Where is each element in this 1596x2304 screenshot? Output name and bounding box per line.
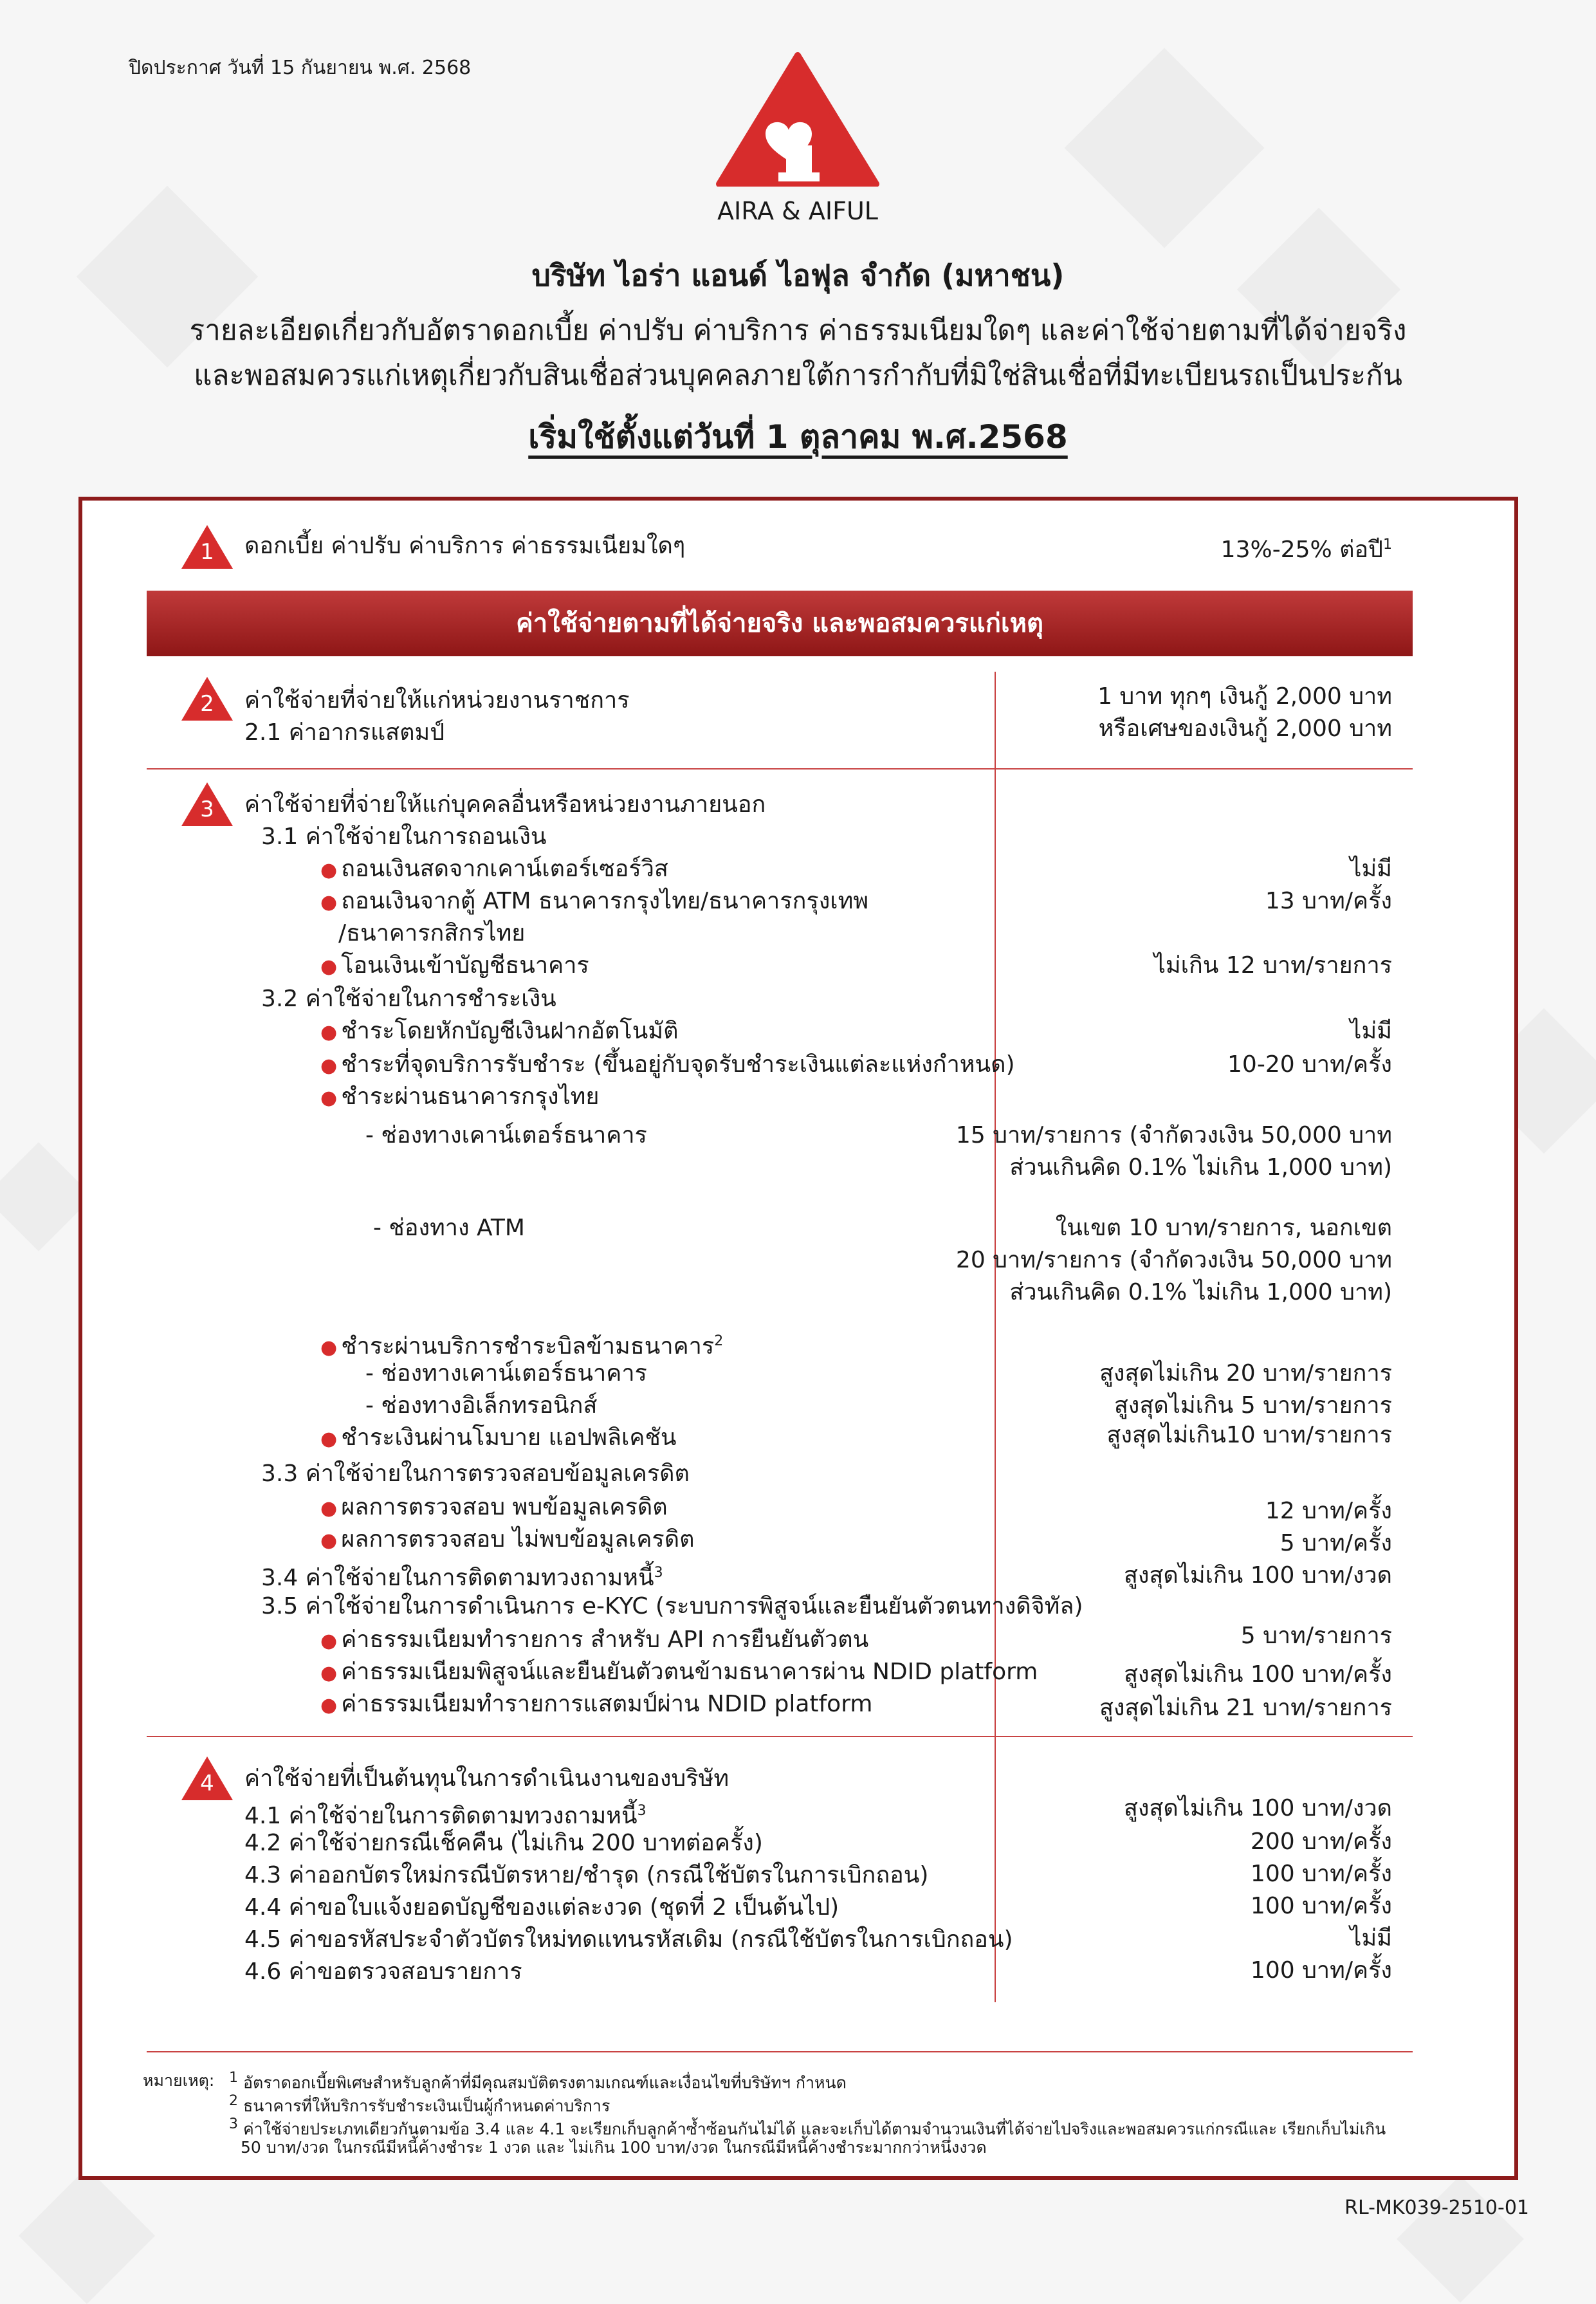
s32-item-c1: - ช่องทางเคาน์เตอร์ธนาคาร [365,1122,647,1148]
section-number-label: 4 [200,1771,214,1796]
section2-fee-line1: 1 บาท ทุกๆ เงินกู้ 2,000 บาท [1097,683,1392,710]
bullet-icon: ● [320,1662,338,1684]
effective-date [0,412,1596,463]
s33-heading: 3.3 ค่าใช้จ่ายในการตรวจสอบข้อมูลเครดิต [261,1461,690,1487]
s31-fee-a: ไม่มี [1350,856,1392,882]
section-divider [147,1736,1413,1737]
s33-fee-a: 12 บาท/ครั้ง [1265,1498,1392,1524]
s32-fee-c1-line1: 15 บาท/รายการ (จำกัดวงเงิน 50,000 บาท [955,1122,1392,1148]
s4-item-5: 4.5 ค่าขอรหัสประจำตัวบัตรใหม่ทดแทนรหัสเดิม (กรณีใช้บัตรในการเบิกถอน) [244,1926,1013,1953]
s31-heading: 3.1 ค่าใช้จ่ายในการถอนเงิน [261,824,547,850]
bullet-icon: ● [320,891,338,914]
company-logo [715,51,880,187]
section-number-3 [180,781,234,827]
s35-fee-a: 5 บาท/รายการ [1240,1623,1392,1649]
footnote-ref: 1 [1383,537,1392,553]
section-number-4 [180,1755,234,1802]
logo-triangle-icon [715,51,880,187]
footnote-ref: 2 [714,1333,724,1349]
bullet-icon: ● [320,1336,338,1359]
bullet-icon: ● [320,1694,338,1717]
s32-item-b: ● ชำระที่จุดบริการรับชำระ (ขึ้นอยู่กับจุดรับชำระเงินแต่ละแห่งกำหนด) [320,1051,1015,1078]
bullet-icon: ● [320,955,338,978]
background-tile [1064,48,1264,248]
column-divider [995,672,996,2002]
s32-fee-b: 10-20 บาท/ครั้ง [1227,1051,1392,1078]
s32-item-a: ● ชำระโดยหักบัญชีเงินฝากอัตโนมัติ [320,1018,679,1044]
s32-item-c: ● ชำระผ่านธนาคารกรุงไทย [320,1083,600,1110]
s4-item-4: 4.4 ค่าขอใบแจ้งยอดบัญชีของแต่ละงวด (ชุดที่ 2 เป็นต้นไป) [244,1894,839,1921]
s35-fee-c: สูงสุดไม่เกิน 21 บาท/รายการ [1099,1695,1392,1721]
announce-date: ปิดประกาศ วันที่ 15 กันยายน พ.ศ. 2568 [129,57,472,79]
s4-item-6: 4.6 ค่าขอตรวจสอบรายการ [244,1958,522,1985]
note-3: $^3$ ค่าใช้จ่ายประเภทเดียวกันตามข้อ 3.4 และ 4.1 จะเรียกเก็บลูกค้าซ้ำซ้อนกันไม่ได้ และจะเก็บได้ตามจำนวนเงินที่ได้จ่ายไปจริงและพอสมควรแก่กรณีและ เรียกเก็บไม่เกิน [229,2116,1386,2139]
s32-fee-c1-line2: ส่วนเกินคิด 0.1% ไม่เกิน 1,000 บาท) [1009,1154,1392,1181]
s31-item-b-cont: /ธนาคารกสิกรไทย [338,920,526,946]
s32-fee-d2: สูงสุดไม่เกิน 5 บาท/รายการ [1114,1392,1392,1419]
bullet-icon: ● [320,1021,338,1044]
section1-fee-value: 13%-25% ต่อปี [1220,537,1383,563]
bullet-icon: ● [320,1630,338,1652]
s31-item-c: ● โอนเงินเข้าบัญชีธนาคาร [320,952,589,979]
section-number-2 [180,676,234,722]
document-code: RL-MK039-2510-01 [1344,2197,1529,2219]
bullet-icon: ● [320,1055,338,1077]
note-1: $^1$ อัตราดอกเบี้ยพิเศษสำหรับลูกค้าที่มีคุณสมบัติตรงตามเกณฑ์และเงื่อนไขที่บริษัทฯ กำหนด [229,2070,847,2092]
s34-heading: 3.4 ค่าใช้จ่ายในการติดตามทวงถามหนี้$^3$ [261,1565,663,1591]
section-number-label: 3 [200,797,214,822]
s31-fee-b: 13 บาท/ครั้ง [1265,888,1392,914]
section-number-label: 1 [200,539,214,565]
s35-fee-b: สูงสุดไม่เกิน 100 บาท/ครั้ง [1124,1661,1392,1688]
subtitle-line1: รายละเอียดเกี่ยวกับอัตราดอกเบี้ย ค่าปรับ ค่าบริการ ค่าธรรมเนียมใดๆ และค่าใช้จ่ายตามที่ได้จ่ายจริง [189,314,1407,347]
s4-item-2: 4.2 ค่าใช้จ่ายกรณีเช็คคืน (ไม่เกิน 200 บาทต่อครั้ง) [244,1830,763,1856]
s33-fee-b: 5 บาท/ครั้ง [1280,1530,1392,1556]
section2-fee-line2: หรือเศษของเงินกู้ 2,000 บาท [1098,715,1392,742]
s32-fee-d1: สูงสุดไม่เกิน 20 บาท/รายการ [1099,1360,1392,1387]
section3-title: ค่าใช้จ่ายที่จ่ายให้แก่บุคคลอื่นหรือหน่วยงานภายนอก [244,791,766,818]
s4-fee-3: 100 บาท/ครั้ง [1250,1861,1392,1887]
note-3-cont: 50 บาท/งวด ในกรณีมีหนี้ค้างชำระ 1 งวด และ ไม่เกิน 100 บาท/งวด ในกรณีมีหนี้ค้างชำระมากกว่าหนึ่งงวด [241,2138,987,2157]
actual-expenses-band: ค่าใช้จ่ายตามที่ได้จ่ายจริง และพอสมควรแก่เหตุ [147,591,1413,656]
s32-item-d: ● ชำระผ่านบริการชำระบิลข้ามธนาคาร$^2$ [320,1333,724,1359]
section2-item: 2.1 ค่าอากรแสตมป์ [244,719,445,746]
notes-divider [147,2051,1413,2052]
background-tile [1397,2175,1524,2303]
bullet-icon: ● [320,1087,338,1109]
s35-heading: 3.5 ค่าใช้จ่ายในการดำเนินการ e-KYC (ระบบการพิสูจน์และยืนยันตัวตนทางดิจิทัล) [261,1593,1083,1619]
s32-fee-e: สูงสุดไม่เกิน10 บาท/รายการ [1106,1422,1392,1448]
s32-item-c2: - ช่องทาง ATM [373,1215,525,1241]
effective-date-text: เริ่มใช้ตั้งแต่วันที่ 1 ตุลาคม พ.ศ.2568 [528,418,1068,456]
section-number-label: 2 [200,691,214,717]
section4-title: ค่าใช้จ่ายที่เป็นต้นทุนในการดำเนินงานของบริษัท [244,1765,729,1792]
s34-fee: สูงสุดไม่เกิน 100 บาท/งวด [1123,1562,1392,1589]
s31-item-b: ● ถอนเงินจากตู้ ATM ธนาคารกรุงไทย/ธนาคารกรุงเทพ [320,888,869,914]
section1-label: ดอกเบี้ย ค่าปรับ ค่าบริการ ค่าธรรมเนียมใดๆ [244,533,686,559]
footnote-ref: 3 [637,1803,647,1819]
bullet-icon: ● [320,859,338,881]
s32-fee-c2-line2: 20 บาท/รายการ (จำกัดวงเงิน 50,000 บาท [955,1247,1392,1273]
s33-item-a: ● ผลการตรวจสอบ พบข้อมูลเครดิต [320,1494,668,1520]
s32-item-e: ● ชำระเงินผ่านโมบาย แอปพลิเคชัน [320,1424,677,1451]
s4-fee-2: 200 บาท/ครั้ง [1250,1829,1392,1855]
bullet-icon: ● [320,1497,338,1520]
s4-item-3: 4.3 ค่าออกบัตรใหม่กรณีบัตรหาย/ชำรุด (กรณีใช้บัตรในการเบิกถอน) [244,1862,929,1888]
s32-item-d2: - ช่องทางอิเล็กทรอนิกส์ [365,1392,598,1419]
s32-fee-c2-line3: ส่วนเกินคิด 0.1% ไม่เกิน 1,000 บาท) [1009,1279,1392,1305]
section1-fee [1221,529,1392,566]
s4-item-1: 4.1 ค่าใช้จ่ายในการติดตามทวงถามหนี้$^3$ [244,1803,647,1829]
s35-item-c: ● ค่าธรรมเนียมทำรายการแสตมป์ผ่าน NDID platform [320,1691,873,1717]
s33-item-b: ● ผลการตรวจสอบ ไม่พบข้อมูลเครดิต [320,1526,695,1553]
s4-fee-1: สูงสุดไม่เกิน 100 บาท/งวด [1123,1795,1392,1821]
s32-fee-a: ไม่มี [1350,1018,1392,1044]
section2-title: ค่าใช้จ่ายที่จ่ายให้แก่หน่วยงานราชการ [244,687,630,714]
s35-item-b: ● ค่าธรรมเนียมพิสูจน์และยืนยันตัวตนข้ามธนาคารผ่าน NDID platform [320,1659,1038,1685]
fee-table-frame [78,497,1518,2180]
s32-fee-c2-line1: ในเขต 10 บาท/รายการ, นอกเขต [1055,1215,1392,1241]
logo-text: AIRA & AIFUL [717,197,878,225]
s4-fee-4: 100 บาท/ครั้ง [1250,1893,1392,1919]
company-name: บริษัท ไอร่า แอนด์ ไอฟุล จำกัด (มหาชน) [531,258,1065,293]
background-tile [19,2168,155,2304]
s35-item-a: ● ค่าธรรมเนียมทำรายการ สำหรับ API การยืนยันตัวตน [320,1627,869,1653]
subtitle-line2: และพอสมควรแก่เหตุเกี่ยวกับสินเชื่อส่วนบุคคลภายใต้การกำกับที่มิใช่สินเชื่อที่มีทะเบียนรถเป็นประกัน [194,359,1402,392]
section-number-1 [180,524,234,570]
s32-heading: 3.2 ค่าใช้จ่ายในการชำระเงิน [261,986,556,1012]
s32-item-d1: - ช่องทางเคาน์เตอร์ธนาคาร [365,1360,647,1387]
bullet-icon: ● [320,1529,338,1552]
footnote-ref: 3 [654,1565,663,1581]
s4-fee-5: ไม่มี [1350,1925,1392,1951]
s31-fee-c: ไม่เกิน 12 บาท/รายการ [1153,952,1392,979]
bullet-icon: ● [320,1428,338,1450]
s4-fee-6: 100 บาท/ครั้ง [1250,1957,1392,1984]
note-2: $^2$ ธนาคารที่ให้บริการรับชำระเงินเป็นผู้กำหนดค่าบริการ [229,2093,610,2115]
section-divider [147,768,1413,770]
s31-item-a: ● ถอนเงินสดจากเคาน์เตอร์เซอร์วิส [320,856,668,882]
notes-label: หมายเหตุ: [143,2071,215,2090]
